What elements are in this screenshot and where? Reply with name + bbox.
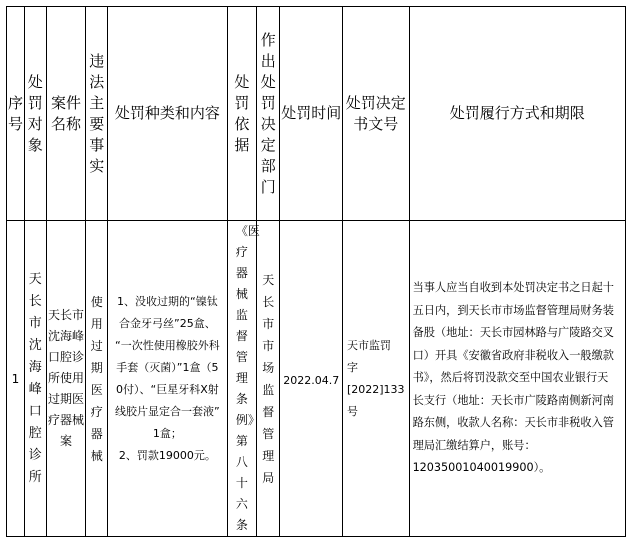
method-line: 12035001040019900）。 — [412, 461, 551, 475]
kind-line: “一次性使用橡胶外科 — [115, 338, 220, 352]
table-header-row — [7, 7, 626, 221]
header-case-name: 案件名称 — [46, 7, 86, 221]
header-authority: 作出处罚决定部门 — [256, 7, 280, 221]
cell-doc-no — [342, 221, 409, 537]
cell-facts: 使用过期医疗器械 — [86, 221, 108, 537]
doc-no-line: 天市监罚 — [346, 338, 391, 352]
kind-line: 合金牙弓丝”25盒、 — [119, 316, 216, 330]
cell-method — [409, 221, 625, 537]
method-line: 口）开具《安徽省政府非税收入一般缴款 — [412, 348, 614, 362]
cell-target: 天长市沈海峰口腔诊所 — [24, 221, 46, 537]
cell-time: 2022.04.7 — [280, 221, 343, 537]
header-basis: 处罚依据 — [227, 7, 256, 221]
doc-no-line: [2022]133 — [346, 382, 405, 396]
cell-basis: 《医疗器械监督管理条例》第八十六条 — [227, 221, 256, 537]
method-line: 理局汇缴结算户，账号： — [412, 438, 536, 452]
kind-line: 线胶片显定合一套液” — [115, 404, 220, 418]
header-method: 处罚履行方式和期限 — [409, 7, 625, 221]
method-line: 书》，然后将罚没款交至中国农业银行天 — [412, 371, 609, 385]
penalty-table — [6, 6, 626, 537]
cell-authority: 天长市市场监督管理局 — [256, 221, 280, 537]
penalty-table-container — [6, 6, 626, 537]
kind-line: 1、没收过期的“镍钛 — [117, 294, 218, 308]
cell-kind-content — [108, 221, 228, 537]
method-line: 备股（地址：天长市园林路与广陵路交叉 — [412, 326, 614, 340]
method-line: 长支行（地址：天长市广陵路南侧新河南 — [412, 393, 614, 407]
header-kind-content: 处罚种类和内容 — [108, 7, 228, 221]
header-time: 处罚时间 — [280, 7, 343, 221]
header-doc-no: 处罚决定书文号 — [342, 7, 409, 221]
method-line: 五日内，到天长市市场监督管理局财务装 — [412, 303, 614, 317]
kind-line: 2、罚款19000元。 — [118, 448, 216, 462]
header-facts: 违法主要事实 — [86, 7, 108, 221]
cell-case-name: 天长市沈海峰口腔诊所使用过期医疗器械案 — [46, 221, 86, 537]
kind-line: 手套（灭菌）”1盒（5 — [116, 360, 219, 374]
cell-seq: 1 — [7, 221, 25, 537]
doc-no-line: 字 — [346, 360, 358, 374]
table-row — [7, 221, 626, 537]
kind-content-text — [108, 291, 227, 467]
doc-no-line: 号 — [346, 404, 358, 418]
kind-line: 1盒； — [152, 426, 182, 440]
header-seq: 序号 — [7, 7, 25, 221]
doc-no-text — [343, 335, 409, 423]
method-line: 当事人应当自收到本处罚决定书之日起十 — [412, 281, 614, 295]
header-target: 处罚对象 — [24, 7, 46, 221]
method-line: 路东侧，收款人名称：天长市非税收入管 — [412, 416, 614, 430]
method-text — [410, 277, 625, 480]
kind-line: 0付）、“巨星牙科X射 — [116, 382, 219, 396]
